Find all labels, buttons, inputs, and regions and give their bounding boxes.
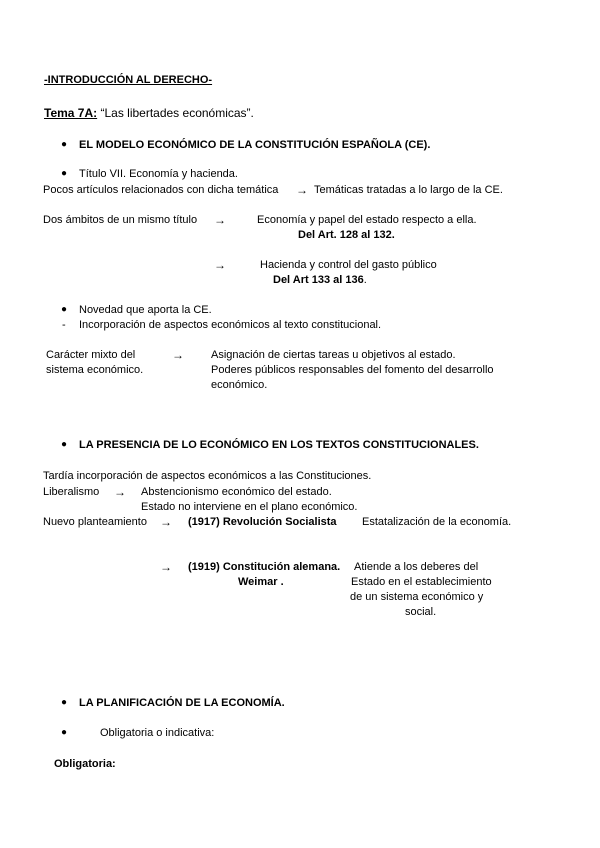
text-ambito-hacienda: Hacienda y control del gasto público (260, 259, 437, 271)
list-item-obligatoria-indicativa: Obligatoria o indicativa: (100, 727, 215, 739)
text-art-133-136-line (273, 273, 367, 287)
text-obligatoria: Obligatoria: (54, 758, 116, 770)
section-heading-planificacion: LA PLANIFICACIÓN DE LA ECONOMÍA. (79, 697, 285, 709)
text-period: . (363, 274, 367, 286)
text-liberalismo: Liberalismo (43, 486, 100, 498)
bullet-icon: ● (61, 168, 68, 179)
text-weimar: Weimar . (238, 576, 284, 588)
text-pocos-articulos: Pocos artículos relacionados con dicha temática (43, 184, 279, 196)
bullet-icon: ● (61, 304, 68, 315)
text-tardia: Tardía incorporación de aspectos económicos a las Constituciones. (43, 470, 372, 482)
text-no-interviene: Estado no interviene en el plano económico. (141, 501, 358, 513)
text-asignacion-1: Asignación de ciertas tareas u objetivos al estado. (211, 349, 456, 361)
topic-label: Tema 7A: (44, 106, 98, 120)
document-title: -INTRODUCCIÓN AL DERECHO- (44, 74, 213, 86)
text-atiende-2: Estado en el establecimiento (351, 576, 492, 588)
bullet-icon: ● (61, 697, 68, 708)
text-ambito-economia: Economía y papel del estado respecto a ella. (257, 214, 477, 226)
text-art-133-136: Del Art 133 al 136 (273, 274, 364, 286)
topic-line (44, 106, 254, 120)
text-art-128-132: Del Art. 128 al 132. (298, 229, 395, 241)
text-atiende-4: social. (405, 606, 437, 618)
topic-text: “Las libertades económicas”. (97, 106, 254, 120)
text-constitucion-alemana: (1919) Constitución alemana. (188, 561, 341, 573)
text-asignacion-2: Poderes públicos responsables del fomento del desarrollo (211, 364, 494, 376)
text-estatalizacion: Estatalización de la economía. (362, 516, 512, 528)
text-atiende-1: Atiende a los deberes del (354, 561, 479, 573)
text-asignacion-3: económico. (211, 379, 268, 391)
text-nuevo-planteamiento: Nuevo planteamiento (43, 516, 147, 528)
bullet-icon: ● (61, 727, 68, 738)
arrow-icon: → (172, 348, 184, 362)
arrow-icon: → (214, 258, 226, 272)
text-caracter-mixto-2: sistema económico. (46, 364, 144, 376)
text-dos-ambitos: Dos ámbitos de un mismo título (43, 214, 198, 226)
arrow-icon: → (160, 515, 172, 529)
dash-marker: - (62, 319, 66, 331)
text-caracter-mixto-1: Carácter mixto del (46, 349, 136, 361)
arrow-icon: → (296, 183, 308, 197)
list-item-titulo: Título VII. Economía y hacienda. (79, 168, 238, 180)
bullet-icon: ● (61, 439, 68, 450)
text-revolucion-socialista: (1917) Revolución Socialista (188, 516, 337, 528)
text-abstencionismo: Abstencionismo económico del estado. (141, 486, 332, 498)
text-atiende-3: de un sistema económico y (350, 591, 484, 603)
section-heading-modelo: EL MODELO ECONÓMICO DE LA CONSTITUCIÓN ESPAÑOLA (CE). (79, 139, 431, 151)
bullet-icon: ● (61, 139, 68, 150)
section-heading-presencia: LA PRESENCIA DE LO ECONÓMICO EN LOS TEXTOS CONSTITUCIONALES. (79, 439, 479, 451)
arrow-icon: → (214, 213, 226, 227)
text-tematicas: Temáticas tratadas a lo largo de la CE. (314, 184, 503, 196)
arrow-icon: → (114, 485, 126, 499)
list-item-novedad: Novedad que aporta la CE. (79, 304, 212, 316)
arrow-icon: → (160, 560, 172, 574)
list-item-incorporacion: Incorporación de aspectos económicos al texto constitucional. (79, 319, 382, 331)
